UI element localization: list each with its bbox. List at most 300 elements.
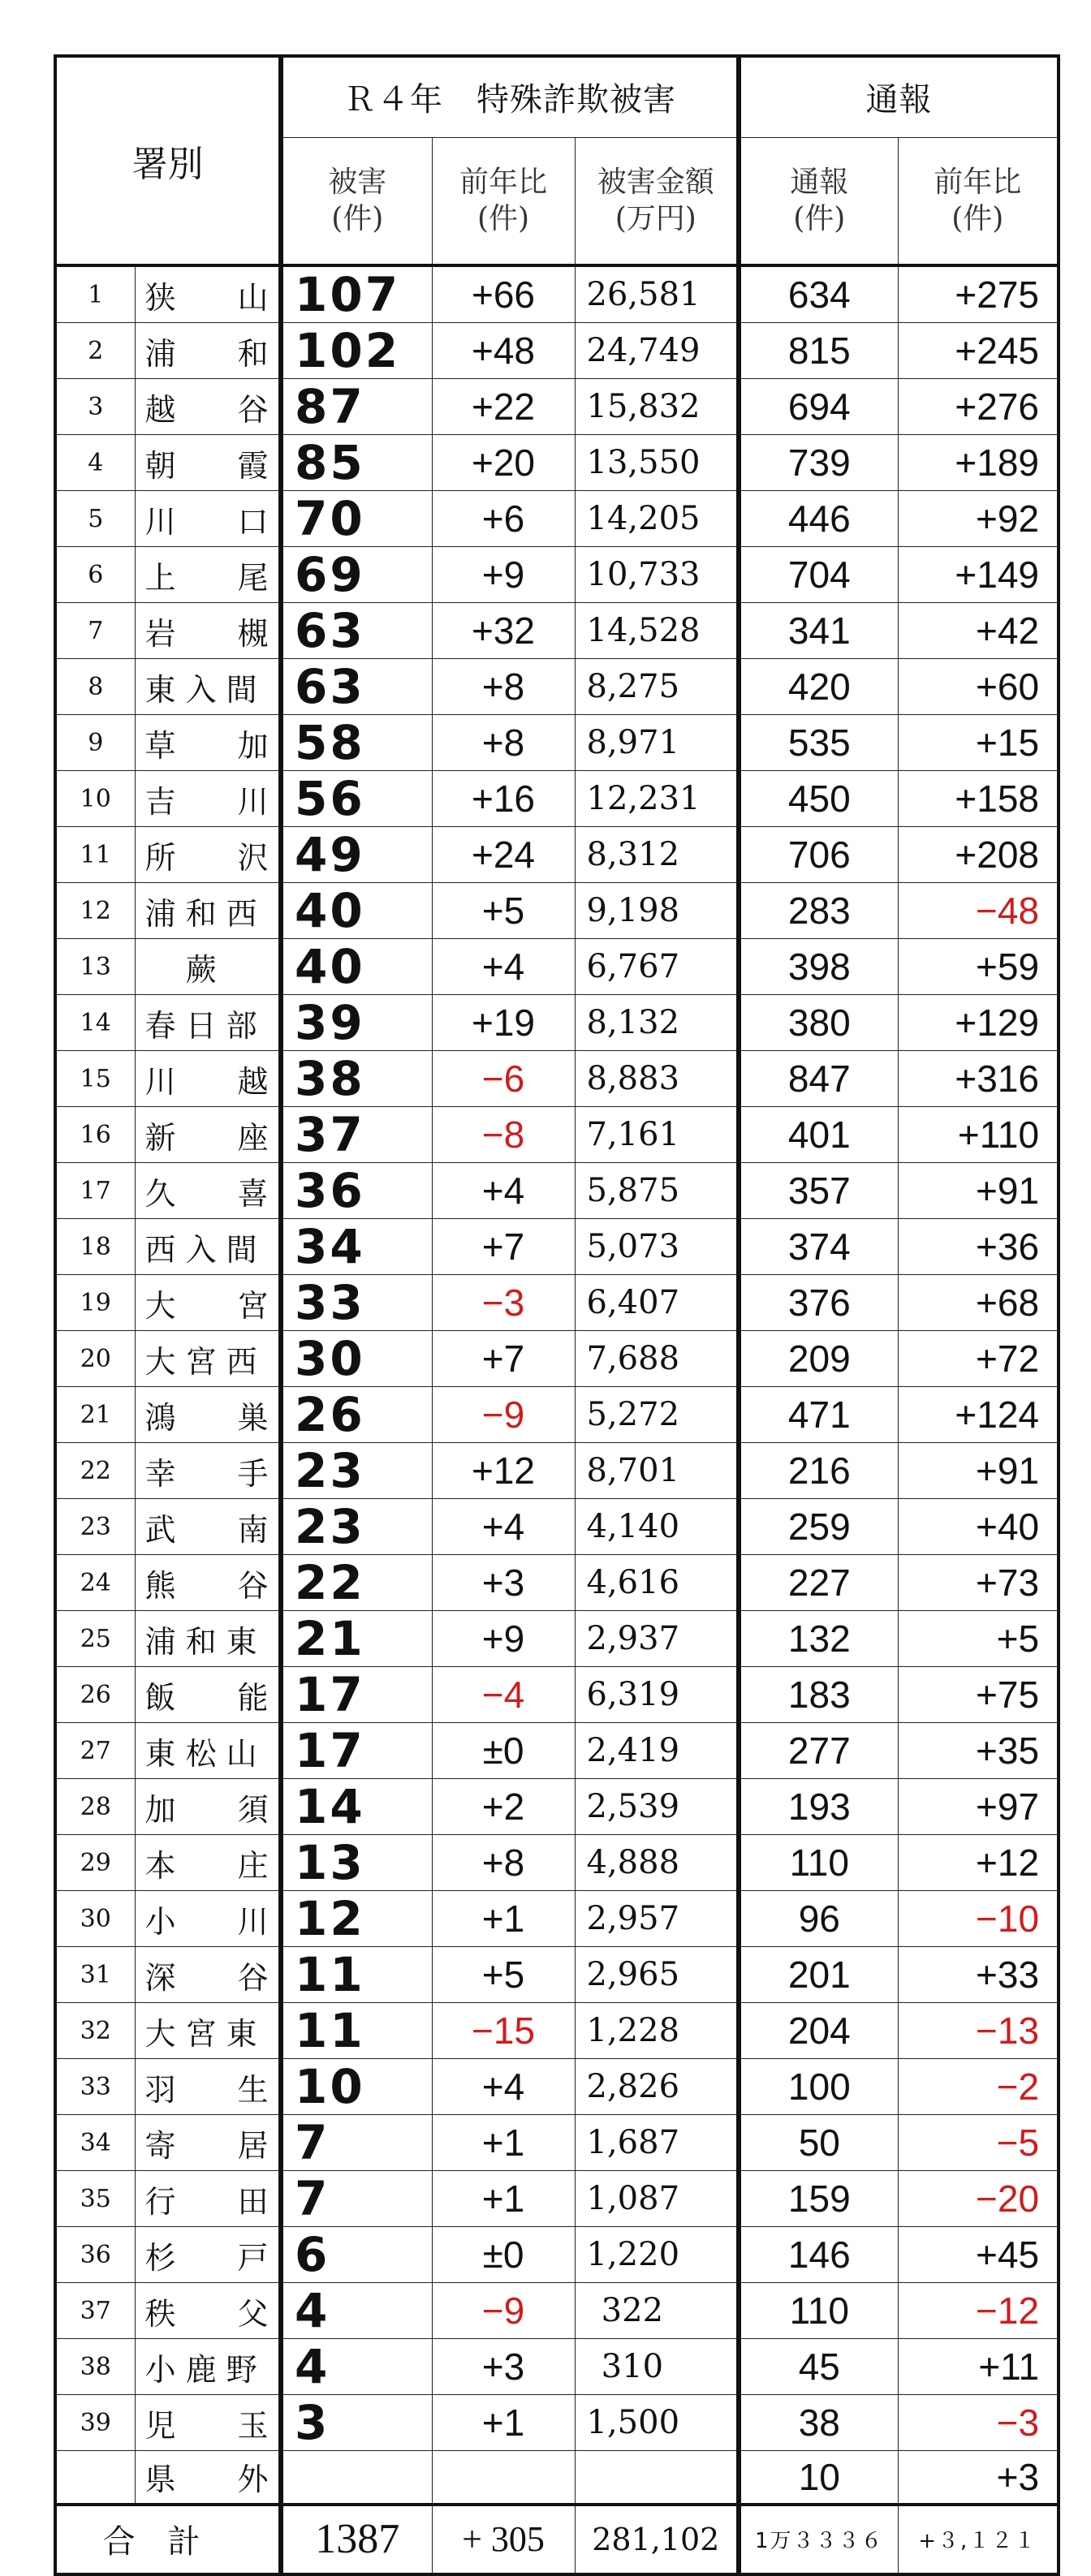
yoy-column-header	[432, 137, 575, 265]
report-yoy: +158	[898, 771, 1059, 827]
report-count: 450	[739, 771, 898, 827]
damage-amount: 6,767	[575, 939, 739, 995]
table-row	[55, 1611, 1059, 1667]
report-yoy: +11	[898, 2339, 1059, 2395]
report-yoy: +275	[898, 265, 1059, 323]
report-yoy: +15	[898, 715, 1059, 771]
amount-column-header	[575, 137, 739, 265]
damage-amount: 1,500	[575, 2395, 739, 2451]
station-name: 鴻 巣	[135, 1387, 281, 1443]
report-count: 96	[739, 1891, 898, 1947]
table-row	[55, 1779, 1059, 1835]
report-yoy: +3	[898, 2451, 1059, 2505]
total-row	[55, 2505, 1059, 2574]
row-number: 23	[55, 1499, 135, 1555]
report-count: 634	[739, 265, 898, 323]
table-row	[55, 2171, 1059, 2227]
report-yoy: +208	[898, 827, 1059, 883]
reports-yoy-header-l2: (件)	[951, 202, 1004, 236]
report-yoy: +189	[898, 435, 1059, 491]
report-count: 341	[739, 603, 898, 659]
row-number: 26	[55, 1667, 135, 1723]
report-count: 706	[739, 827, 898, 883]
report-count: 398	[739, 939, 898, 995]
report-count: 446	[739, 491, 898, 547]
damage-cases: 87	[281, 379, 432, 435]
damage-cases: 17	[281, 1723, 432, 1779]
damage-cases: 7	[281, 2171, 432, 2227]
station-name: 加 須	[135, 1779, 281, 1835]
row-number	[55, 2451, 135, 2505]
station-name: 久 喜	[135, 1163, 281, 1219]
damage-cases: 13	[281, 1835, 432, 1891]
report-count: 420	[739, 659, 898, 715]
damage-amount: 8,883	[575, 1051, 739, 1107]
report-count: 357	[739, 1163, 898, 1219]
cases-header-l2: (件)	[331, 202, 384, 236]
report-yoy: −12	[898, 2283, 1059, 2339]
yoy-header-l2: (件)	[477, 202, 530, 236]
damage-cases	[281, 2451, 432, 2505]
damage-amount: 5,272	[575, 1387, 739, 1443]
row-number: 30	[55, 1891, 135, 1947]
row-number: 36	[55, 2227, 135, 2283]
damage-yoy: +20	[432, 435, 575, 491]
damage-cases: 107	[281, 265, 432, 323]
report-yoy: +33	[898, 1947, 1059, 2003]
damage-yoy: +8	[432, 1835, 575, 1891]
report-count: 815	[739, 323, 898, 379]
station-name: 吉 川	[135, 771, 281, 827]
damage-cases: 56	[281, 771, 432, 827]
station-name: 飯 能	[135, 1667, 281, 1723]
damage-amount: 8,701	[575, 1443, 739, 1499]
table-row	[55, 379, 1059, 435]
report-count: 259	[739, 1499, 898, 1555]
report-yoy: −10	[898, 1891, 1059, 1947]
table-row	[55, 1443, 1059, 1499]
damage-amount: 13,550	[575, 435, 739, 491]
station-name: 小 川	[135, 1891, 281, 1947]
report-yoy: +35	[898, 1723, 1059, 1779]
report-yoy: +59	[898, 939, 1059, 995]
damage-amount: 9,198	[575, 883, 739, 939]
report-yoy: +45	[898, 2227, 1059, 2283]
damage-amount: 14,205	[575, 491, 739, 547]
reports-column-header	[739, 137, 898, 265]
damage-yoy: ±0	[432, 1723, 575, 1779]
damage-cases: 6	[281, 2227, 432, 2283]
damage-amount: 8,312	[575, 827, 739, 883]
total-amount: 281,102	[575, 2505, 739, 2574]
row-number: 11	[55, 827, 135, 883]
damage-yoy: +1	[432, 2395, 575, 2451]
report-yoy: +36	[898, 1219, 1059, 1275]
damage-amount: 15,832	[575, 379, 739, 435]
damage-yoy: +7	[432, 1219, 575, 1275]
damage-cases: 69	[281, 547, 432, 603]
station-name: 行 田	[135, 2171, 281, 2227]
damage-cases: 40	[281, 883, 432, 939]
row-number: 10	[55, 771, 135, 827]
damage-amount: 1,087	[575, 2171, 739, 2227]
damage-yoy: −6	[432, 1051, 575, 1107]
damage-cases: 10	[281, 2059, 432, 2115]
table-row	[55, 1387, 1059, 1443]
damage-cases: 17	[281, 1667, 432, 1723]
report-yoy: +91	[898, 1443, 1059, 1499]
row-number: 34	[55, 2115, 135, 2171]
total-yoy: + 305	[432, 2505, 575, 2574]
damage-cases: 49	[281, 827, 432, 883]
row-number: 25	[55, 1611, 135, 1667]
damage-yoy: +2	[432, 1779, 575, 1835]
row-number: 6	[55, 547, 135, 603]
damage-cases: 4	[281, 2339, 432, 2395]
damage-yoy: +5	[432, 1947, 575, 2003]
report-count: 193	[739, 1779, 898, 1835]
damage-amount: 8,132	[575, 995, 739, 1051]
report-yoy: +129	[898, 995, 1059, 1051]
report-yoy: +316	[898, 1051, 1059, 1107]
reports-header-l2: (件)	[793, 202, 846, 236]
report-yoy: +91	[898, 1163, 1059, 1219]
damage-cases: 70	[281, 491, 432, 547]
row-number: 18	[55, 1219, 135, 1275]
table-row	[55, 1051, 1059, 1107]
row-number: 22	[55, 1443, 135, 1499]
station-name: 越 谷	[135, 379, 281, 435]
report-count: 376	[739, 1275, 898, 1331]
total-reports-yoy: +３,１２１	[898, 2505, 1059, 2574]
table-row	[55, 715, 1059, 771]
damage-amount: 24,749	[575, 323, 739, 379]
table-row	[55, 771, 1059, 827]
report-yoy: +75	[898, 1667, 1059, 1723]
report-count: 10	[739, 2451, 898, 2505]
table-row	[55, 883, 1059, 939]
table-row	[55, 1499, 1059, 1555]
table-row	[55, 1723, 1059, 1779]
damage-yoy: +66	[432, 265, 575, 323]
damage-amount: 26,581	[575, 265, 739, 323]
report-yoy: +110	[898, 1107, 1059, 1163]
damage-cases: 21	[281, 1611, 432, 1667]
damage-amount: 1,220	[575, 2227, 739, 2283]
table-row	[55, 491, 1059, 547]
fraud-damage-group-header: Ｒ４年 特殊詐欺被害	[281, 56, 739, 137]
table-row	[55, 603, 1059, 659]
report-yoy: +73	[898, 1555, 1059, 1611]
damage-amount: 5,073	[575, 1219, 739, 1275]
damage-cases: 38	[281, 1051, 432, 1107]
damage-amount: 6,407	[575, 1275, 739, 1331]
damage-amount: 2,965	[575, 1947, 739, 2003]
damage-yoy: +4	[432, 2059, 575, 2115]
table-row	[55, 2115, 1059, 2171]
table-row	[55, 2227, 1059, 2283]
damage-amount: 5,875	[575, 1163, 739, 1219]
report-count: 471	[739, 1387, 898, 1443]
report-count: 739	[739, 435, 898, 491]
table-row	[55, 1891, 1059, 1947]
table-row	[55, 2339, 1059, 2395]
damage-yoy: +7	[432, 1331, 575, 1387]
row-number: 38	[55, 2339, 135, 2395]
table-row	[55, 2003, 1059, 2059]
row-number: 12	[55, 883, 135, 939]
station-name: 新 座	[135, 1107, 281, 1163]
reports-header-l1: 通報	[790, 166, 849, 200]
damage-yoy: +32	[432, 603, 575, 659]
table-row	[55, 1163, 1059, 1219]
station-name: 春 日 部	[135, 995, 281, 1051]
damage-yoy: +3	[432, 1555, 575, 1611]
report-count: 132	[739, 1611, 898, 1667]
station-name: 浦 和 西	[135, 883, 281, 939]
station-name: 東 入 間	[135, 659, 281, 715]
table-row	[55, 1107, 1059, 1163]
table-row	[55, 827, 1059, 883]
yoy-header-l1: 前年比	[459, 166, 547, 200]
damage-cases: 14	[281, 1779, 432, 1835]
damage-amount: 4,888	[575, 1835, 739, 1891]
damage-yoy: −9	[432, 2283, 575, 2339]
damage-cases: 33	[281, 1275, 432, 1331]
report-yoy: −20	[898, 2171, 1059, 2227]
row-number: 29	[55, 1835, 135, 1891]
report-yoy: +97	[898, 1779, 1059, 1835]
station-name: 東 松 山	[135, 1723, 281, 1779]
damage-amount: 10,733	[575, 547, 739, 603]
row-number: 1	[55, 265, 135, 323]
report-count: 283	[739, 883, 898, 939]
station-column-header: 署別	[55, 56, 281, 265]
report-yoy: +245	[898, 323, 1059, 379]
station-name: 上 尾	[135, 547, 281, 603]
report-count: 45	[739, 2339, 898, 2395]
damage-yoy: +19	[432, 995, 575, 1051]
row-number: 24	[55, 1555, 135, 1611]
station-name: 秩 父	[135, 2283, 281, 2339]
station-name: 児 玉	[135, 2395, 281, 2451]
report-yoy: +40	[898, 1499, 1059, 1555]
report-yoy: +72	[898, 1331, 1059, 1387]
station-name: 狭 山	[135, 265, 281, 323]
station-name: 蕨	[135, 939, 281, 995]
report-yoy: +42	[898, 603, 1059, 659]
row-number: 16	[55, 1107, 135, 1163]
station-name: 寄 居	[135, 2115, 281, 2171]
report-yoy: −2	[898, 2059, 1059, 2115]
damage-cases: 4	[281, 2283, 432, 2339]
station-name: 草 加	[135, 715, 281, 771]
cases-column-header	[281, 137, 432, 265]
damage-yoy: −9	[432, 1387, 575, 1443]
row-number: 32	[55, 2003, 135, 2059]
damage-amount: 2,937	[575, 1611, 739, 1667]
row-number: 33	[55, 2059, 135, 2115]
station-name: 浦 和 東	[135, 1611, 281, 1667]
damage-cases: 58	[281, 715, 432, 771]
report-count: 401	[739, 1107, 898, 1163]
report-yoy: −5	[898, 2115, 1059, 2171]
damage-yoy: +48	[432, 323, 575, 379]
table-row	[55, 1835, 1059, 1891]
report-yoy: +60	[898, 659, 1059, 715]
table-row	[55, 939, 1059, 995]
table-row	[55, 323, 1059, 379]
damage-yoy: +9	[432, 547, 575, 603]
damage-yoy: +1	[432, 2115, 575, 2171]
damage-amount: 2,957	[575, 1891, 739, 1947]
report-count: 204	[739, 2003, 898, 2059]
damage-yoy: −3	[432, 1275, 575, 1331]
damage-cases: 23	[281, 1499, 432, 1555]
report-yoy: −3	[898, 2395, 1059, 2451]
station-name: 浦 和	[135, 323, 281, 379]
damage-amount: 2,539	[575, 1779, 739, 1835]
damage-amount: 7,688	[575, 1331, 739, 1387]
table-row	[55, 1275, 1059, 1331]
damage-cases: 30	[281, 1331, 432, 1387]
damage-yoy: +8	[432, 715, 575, 771]
damage-yoy: +16	[432, 771, 575, 827]
damage-amount: 4,616	[575, 1555, 739, 1611]
damage-yoy	[432, 2451, 575, 2505]
row-number: 14	[55, 995, 135, 1051]
damage-cases: 26	[281, 1387, 432, 1443]
station-name: 大 宮 西	[135, 1331, 281, 1387]
damage-cases: 102	[281, 323, 432, 379]
report-count: 227	[739, 1555, 898, 1611]
damage-cases: 12	[281, 1891, 432, 1947]
row-number: 4	[55, 435, 135, 491]
table-row	[55, 1219, 1059, 1275]
damage-yoy: −4	[432, 1667, 575, 1723]
row-number: 21	[55, 1387, 135, 1443]
report-count: 159	[739, 2171, 898, 2227]
report-count: 146	[739, 2227, 898, 2283]
table-row	[55, 1555, 1059, 1611]
station-name: 県 外	[135, 2451, 281, 2505]
damage-yoy: +24	[432, 827, 575, 883]
report-yoy: +5	[898, 1611, 1059, 1667]
table-row	[55, 435, 1059, 491]
row-number: 39	[55, 2395, 135, 2451]
row-number: 8	[55, 659, 135, 715]
damage-cases: 22	[281, 1555, 432, 1611]
damage-yoy: +12	[432, 1443, 575, 1499]
table-row	[55, 1667, 1059, 1723]
report-count: 209	[739, 1331, 898, 1387]
table-row	[55, 659, 1059, 715]
table-row	[55, 265, 1059, 323]
report-yoy: −48	[898, 883, 1059, 939]
damage-yoy: −8	[432, 1107, 575, 1163]
reports-yoy-column-header	[898, 137, 1059, 265]
station-name: 大 宮 東	[135, 2003, 281, 2059]
damage-yoy: ±0	[432, 2227, 575, 2283]
damage-cases: 11	[281, 1947, 432, 2003]
table-row	[55, 2451, 1059, 2505]
table-row	[55, 995, 1059, 1051]
report-count: 704	[739, 547, 898, 603]
amount-header-l2: (万円)	[614, 202, 696, 236]
report-yoy: +68	[898, 1275, 1059, 1331]
damage-yoy: +4	[432, 939, 575, 995]
damage-amount: 14,528	[575, 603, 739, 659]
damage-yoy: +4	[432, 1163, 575, 1219]
damage-yoy: +9	[432, 1611, 575, 1667]
table-row	[55, 2059, 1059, 2115]
report-yoy: +92	[898, 491, 1059, 547]
report-count: 277	[739, 1723, 898, 1779]
row-number: 17	[55, 1163, 135, 1219]
station-name: 幸 手	[135, 1443, 281, 1499]
report-count: 110	[739, 1835, 898, 1891]
report-group-header: 通報	[739, 56, 1059, 137]
damage-yoy: −15	[432, 2003, 575, 2059]
damage-cases: 11	[281, 2003, 432, 2059]
station-name: 小 鹿 野	[135, 2339, 281, 2395]
damage-amount: 310	[575, 2339, 739, 2395]
damage-cases: 85	[281, 435, 432, 491]
damage-cases: 63	[281, 603, 432, 659]
table-row	[55, 2395, 1059, 2451]
damage-yoy: +8	[432, 659, 575, 715]
report-yoy: +149	[898, 547, 1059, 603]
damage-amount	[575, 2451, 739, 2505]
table-row	[55, 1947, 1059, 2003]
damage-cases: 36	[281, 1163, 432, 1219]
damage-amount: 2,826	[575, 2059, 739, 2115]
damage-cases: 3	[281, 2395, 432, 2451]
row-number: 5	[55, 491, 135, 547]
report-count: 183	[739, 1667, 898, 1723]
damage-amount: 7,161	[575, 1107, 739, 1163]
damage-cases: 39	[281, 995, 432, 1051]
report-count: 201	[739, 1947, 898, 2003]
damage-yoy: +1	[432, 1891, 575, 1947]
damage-amount: 6,319	[575, 1667, 739, 1723]
report-yoy: +12	[898, 1835, 1059, 1891]
row-number: 35	[55, 2171, 135, 2227]
damage-yoy: +5	[432, 883, 575, 939]
row-number: 20	[55, 1331, 135, 1387]
damage-cases: 37	[281, 1107, 432, 1163]
damage-cases: 23	[281, 1443, 432, 1499]
report-yoy: +124	[898, 1387, 1059, 1443]
row-number: 28	[55, 1779, 135, 1835]
station-name: 川 越	[135, 1051, 281, 1107]
total-cases: 1387	[281, 2505, 432, 2574]
damage-amount: 1,687	[575, 2115, 739, 2171]
cases-header-l1: 被害	[328, 166, 387, 200]
station-name: 深 谷	[135, 1947, 281, 2003]
report-count: 100	[739, 2059, 898, 2115]
report-count: 110	[739, 2283, 898, 2339]
damage-amount: 2,419	[575, 1723, 739, 1779]
row-number: 9	[55, 715, 135, 771]
station-name: 杉 戸	[135, 2227, 281, 2283]
fraud-statistics-table	[54, 54, 1060, 2576]
reports-yoy-header-l1: 前年比	[934, 166, 1022, 200]
table-row	[55, 1331, 1059, 1387]
station-name: 朝 霞	[135, 435, 281, 491]
row-number: 27	[55, 1723, 135, 1779]
total-label: 合計	[55, 2505, 281, 2574]
